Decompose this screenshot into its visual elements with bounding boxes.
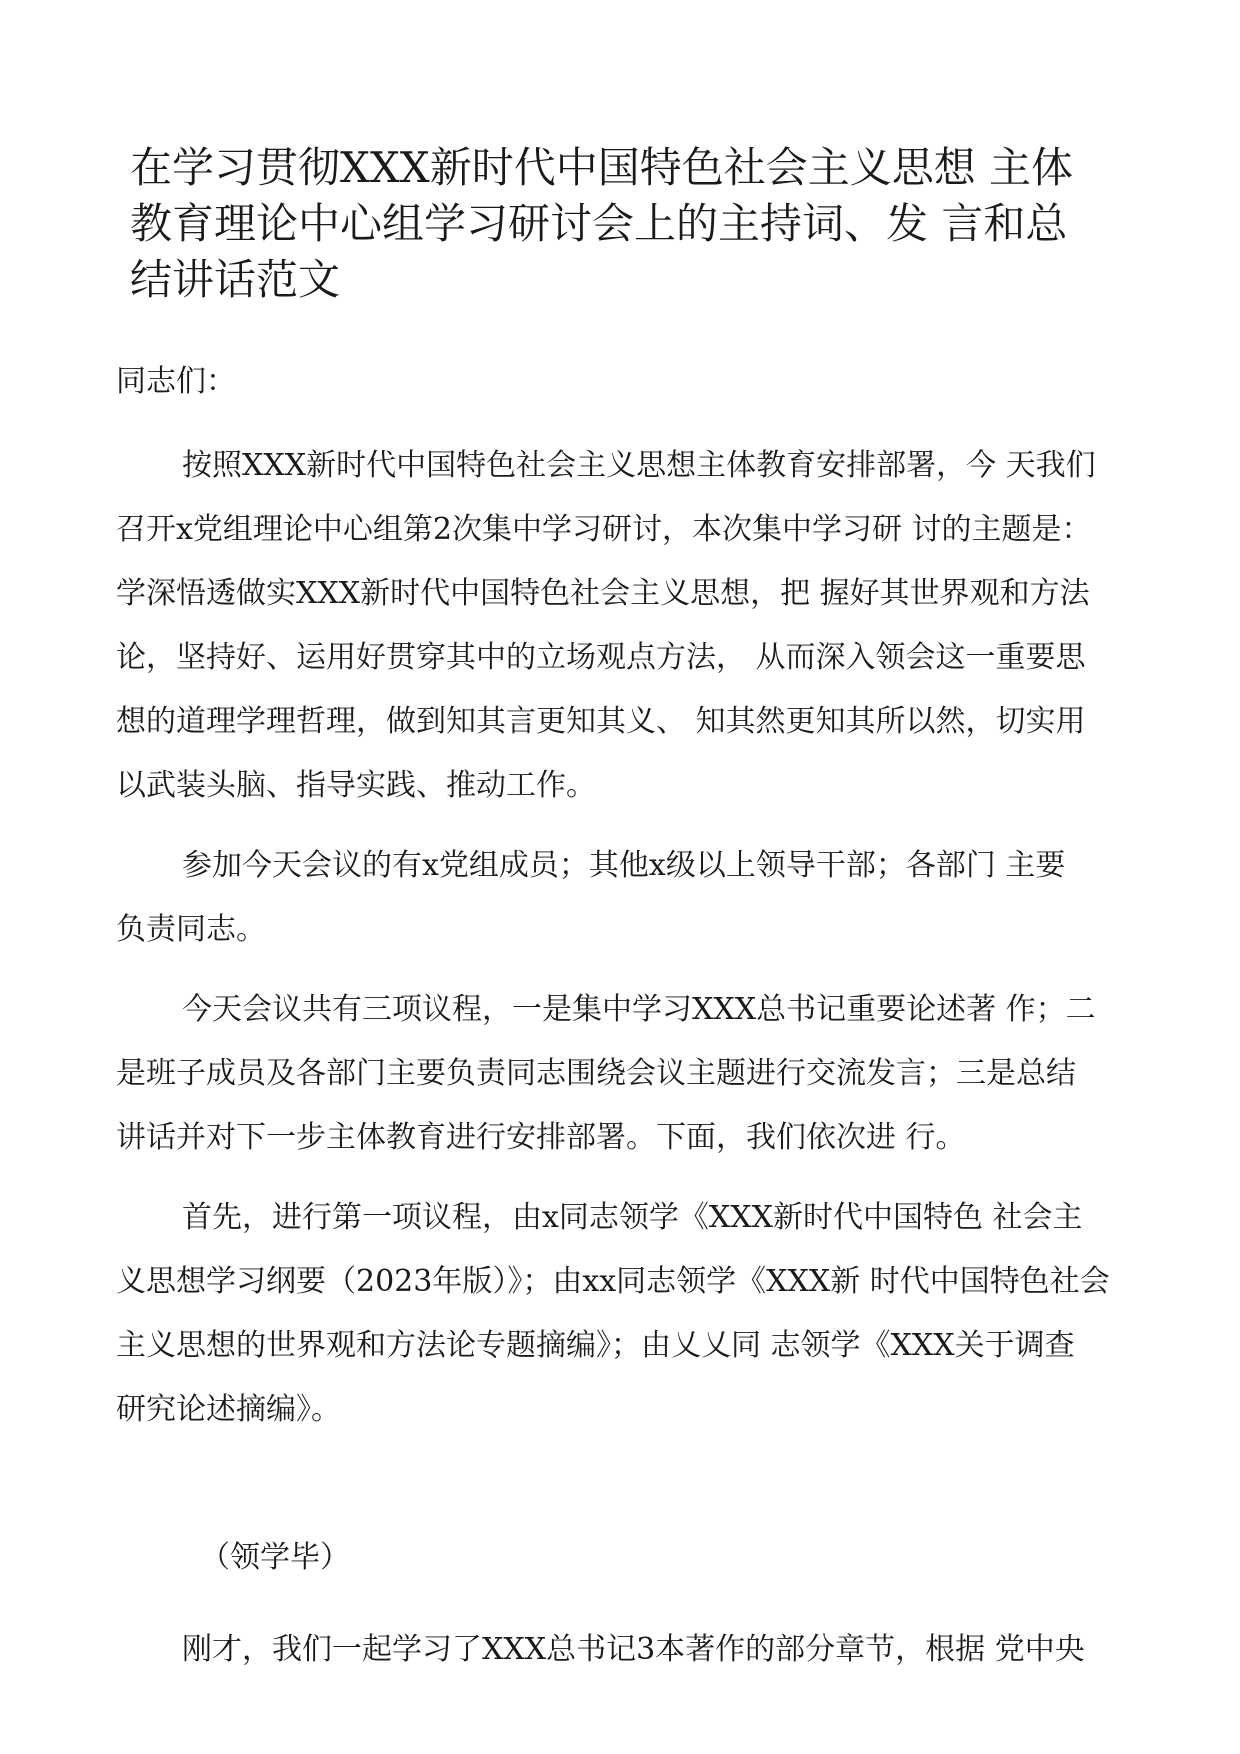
paragraph-agenda-items	[116, 978, 1136, 1170]
paragraph-first-agenda	[116, 1186, 1136, 1442]
paragraph-closing	[116, 1618, 1136, 1682]
paragraph-line: 想的道理学理哲理，做到知其言更知其义、 知其然更知其所以然，切实用	[116, 704, 1086, 739]
title-line: 在学习贯彻XXX新时代中国特色社会主义思想 主体	[130, 143, 1074, 192]
title-line: 教育理论中心组学习研讨会上的主持词、发 言和总	[130, 199, 1068, 248]
paragraph-agenda-intro	[116, 434, 1136, 818]
paragraph-attendees	[116, 834, 1136, 962]
paragraph-line: 讲话并对下一步主体教育进行安排部署。下面，我们依次进 行。	[116, 1120, 966, 1155]
salutation: 同志们：	[116, 364, 236, 399]
paragraph-line: 研究论述摘编》。	[116, 1392, 341, 1427]
paragraph-line: 论，坚持好、运用好贯穿其中的立场观点方法， 从而深入领会这一重要思	[116, 640, 1086, 675]
document-title	[130, 140, 1130, 308]
paragraph-line: 是班子成员及各部门主要负责同志围绕会议主题进行交流发言；三是总结	[116, 1056, 1076, 1091]
title-line: 结讲话范文	[130, 255, 341, 304]
paragraph-line: 负责同志。	[116, 912, 266, 947]
paragraph-line: 召开x党组理论中心组第2次集中学习研讨，本次集中学习研 讨的主题是：	[116, 512, 1092, 547]
paragraph-line: 按照XXX新时代中国特色社会主义思想主体教育安排部署，今 天我们	[182, 448, 1096, 483]
document-body	[116, 350, 1136, 1682]
paragraph-line: 参加今天会议的有x党组成员；其他x级以上领导干部；各部门 主要	[182, 848, 1066, 883]
paragraph-line: 学深悟透做实XXX新时代中国特色社会主义思想，把 握好其世界观和方法	[116, 576, 1090, 611]
paragraph-line: 义思想学习纲要（2023年版）》；由xx同志领学《XXX新 时代中国特色社会	[116, 1264, 1110, 1299]
paragraph-line: 以武装头脑、指导实践、推动工作。	[116, 768, 596, 803]
paragraph-line: 首先，进行第一项议程，由x同志领学《XXX新时代中国特色 社会主	[182, 1200, 1083, 1235]
paragraph-line: 主义思想的世界观和方法论专题摘编》；由乂乂同 志领学《XXX关于调查	[116, 1328, 1075, 1363]
paragraph-line: 刚才，我们一起学习了XXX总书记3本著作的部分章节，根据 党中央	[182, 1632, 1085, 1667]
study-finished-note: （领学毕）	[200, 1540, 350, 1575]
paragraph-line: 今天会议共有三项议程，一是集中学习XXX总书记重要论述著 作；二	[182, 992, 1096, 1027]
